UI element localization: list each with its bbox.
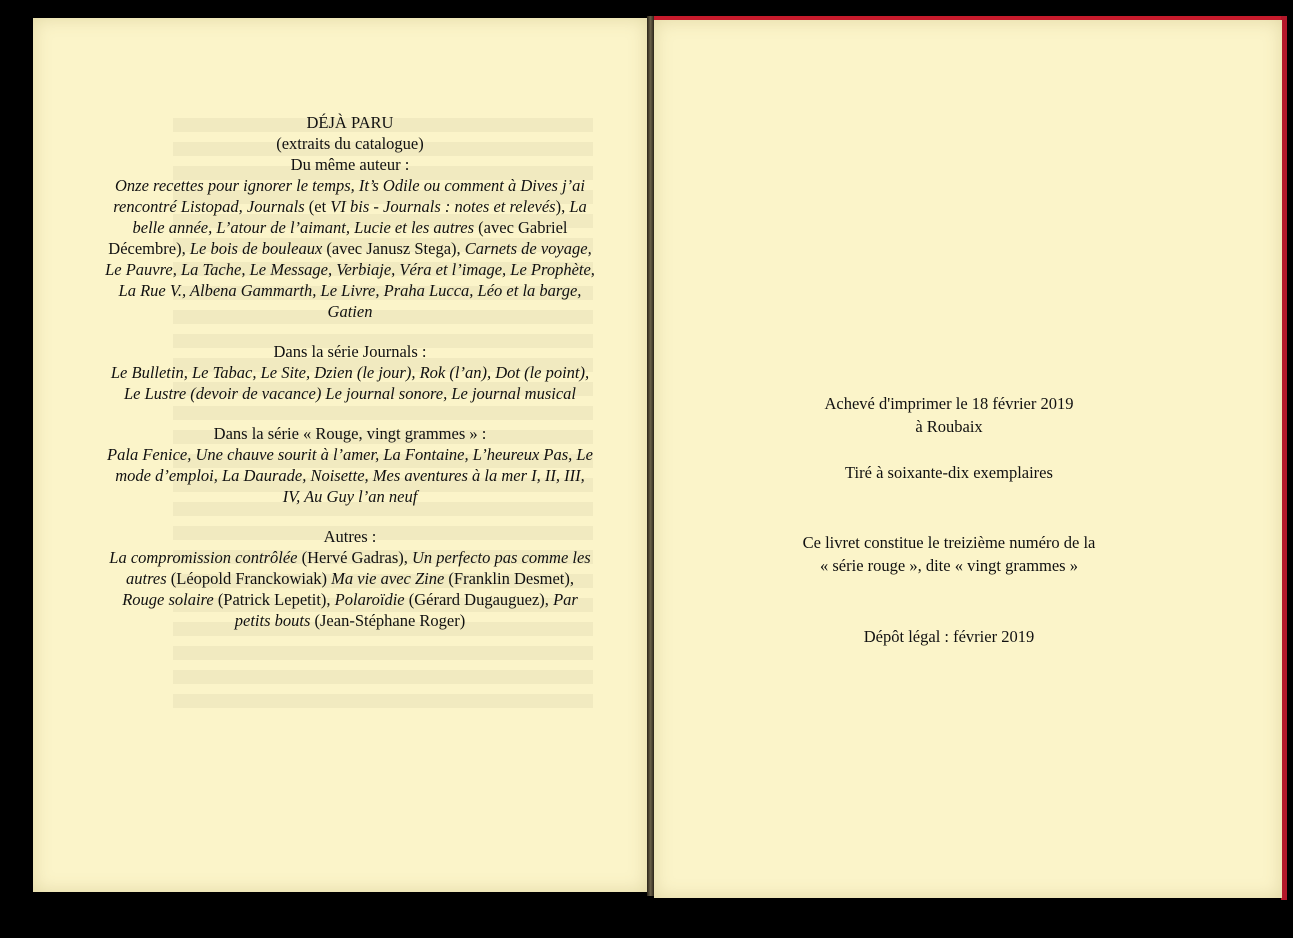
catalogue-title: DÉJÀ PARU: [306, 113, 394, 132]
annotation-text: (Gérard Dugauguez),: [404, 590, 554, 609]
catalogue-header: [105, 112, 595, 154]
book-title-text: Le bois de bouleaux: [189, 239, 323, 258]
annotation-text: ),: [555, 197, 570, 216]
section-heading: Dans la série Journals :: [273, 342, 427, 361]
book-title-text: Le Bulletin, Le Tabac, Le Site, Dzien (le jour), Rok (l’an), Dot (le point), Le Lustre (devoir de vacance) Le journal sonore, Le journal musical: [110, 363, 590, 403]
book-title-text: Un perfecto pas comme les autres: [126, 548, 591, 588]
book-gutter: [647, 16, 654, 896]
book-title-text: La compromission contrôlée: [109, 548, 298, 567]
catalogue-list: [105, 112, 595, 650]
book-title-text: Pala Fenice, Une chauve sourit à l’amer, La Fontaine, L’heureux Pas, Le mode d’emploi, La Daurade, Noisette, Mes aventures à la mer I, II, III, IV, Au Guy l’an neuf: [107, 445, 593, 506]
section-titles: [105, 444, 595, 507]
section-heading: Dans la série « Rouge, vingt grammes » :: [213, 424, 487, 443]
print-completion-date: Achevé d'imprimer le 18 février 2019: [824, 394, 1074, 413]
book-title-text: VI bis - Journals : notes et relevés: [330, 197, 556, 216]
section-others: [105, 526, 595, 631]
book-title-text: Onze recettes pour ignorer le temps, It’s Odile ou comment à Dives j’ai rencontré Listopad, Journals: [113, 176, 585, 216]
section-journals-series: [105, 341, 595, 404]
book-title-text: Ma vie avec Zine: [331, 569, 445, 588]
annotation-text: (Patrick Lepetit),: [213, 590, 335, 609]
annotation-text: (et: [304, 197, 331, 216]
section-titles: [105, 362, 595, 404]
series-note-line2: « série rouge », dite « vingt grammes »: [820, 556, 1078, 575]
book-title-text: Par petits bouts: [234, 590, 578, 630]
book-title-text: Polaroïdie: [334, 590, 405, 609]
catalogue-subtitle: (extraits du catalogue): [276, 134, 424, 153]
annotation-text: (Léopold Franckowiak): [166, 569, 332, 588]
book-title-text: La belle année, L’atour de l’aimant, Lucie et les autres: [132, 197, 587, 237]
annotation-text: (avec Janusz Stega),: [322, 239, 465, 258]
annotation-text: (Jean-Stéphane Roger): [310, 611, 466, 630]
section-titles: [105, 175, 595, 322]
print-location: à Roubaix: [915, 417, 983, 436]
colophon: [654, 392, 1244, 648]
series-note-line1: Ce livret constitue le treizième numéro de la: [802, 533, 1096, 552]
legal-deposit: Dépôt légal : février 2019: [863, 627, 1035, 646]
section-same-author: [105, 154, 595, 322]
book-title-text: Carnets de voyage, Le Pauvre, La Tache, Le Message, Verbiaje, Véra et l’image, Le Prophète, La Rue V., Albena Gammarth, Le Livre, Praha Lucca, Léo et la barge, Gatien: [105, 239, 595, 321]
book-title-text: Rouge solaire: [122, 590, 214, 609]
annotation-text: (Hervé Gadras),: [297, 548, 413, 567]
section-titles: [105, 547, 595, 631]
annotation-text: (avec Gabriel Décembre),: [108, 218, 568, 258]
print-run: Tiré à soixante-dix exemplaires: [845, 463, 1053, 482]
section-heading: Autres :: [323, 527, 377, 546]
section-heading: Du même auteur :: [290, 155, 410, 174]
section-rouge-series: [105, 423, 595, 507]
annotation-text: (Franklin Desmet),: [444, 569, 574, 588]
